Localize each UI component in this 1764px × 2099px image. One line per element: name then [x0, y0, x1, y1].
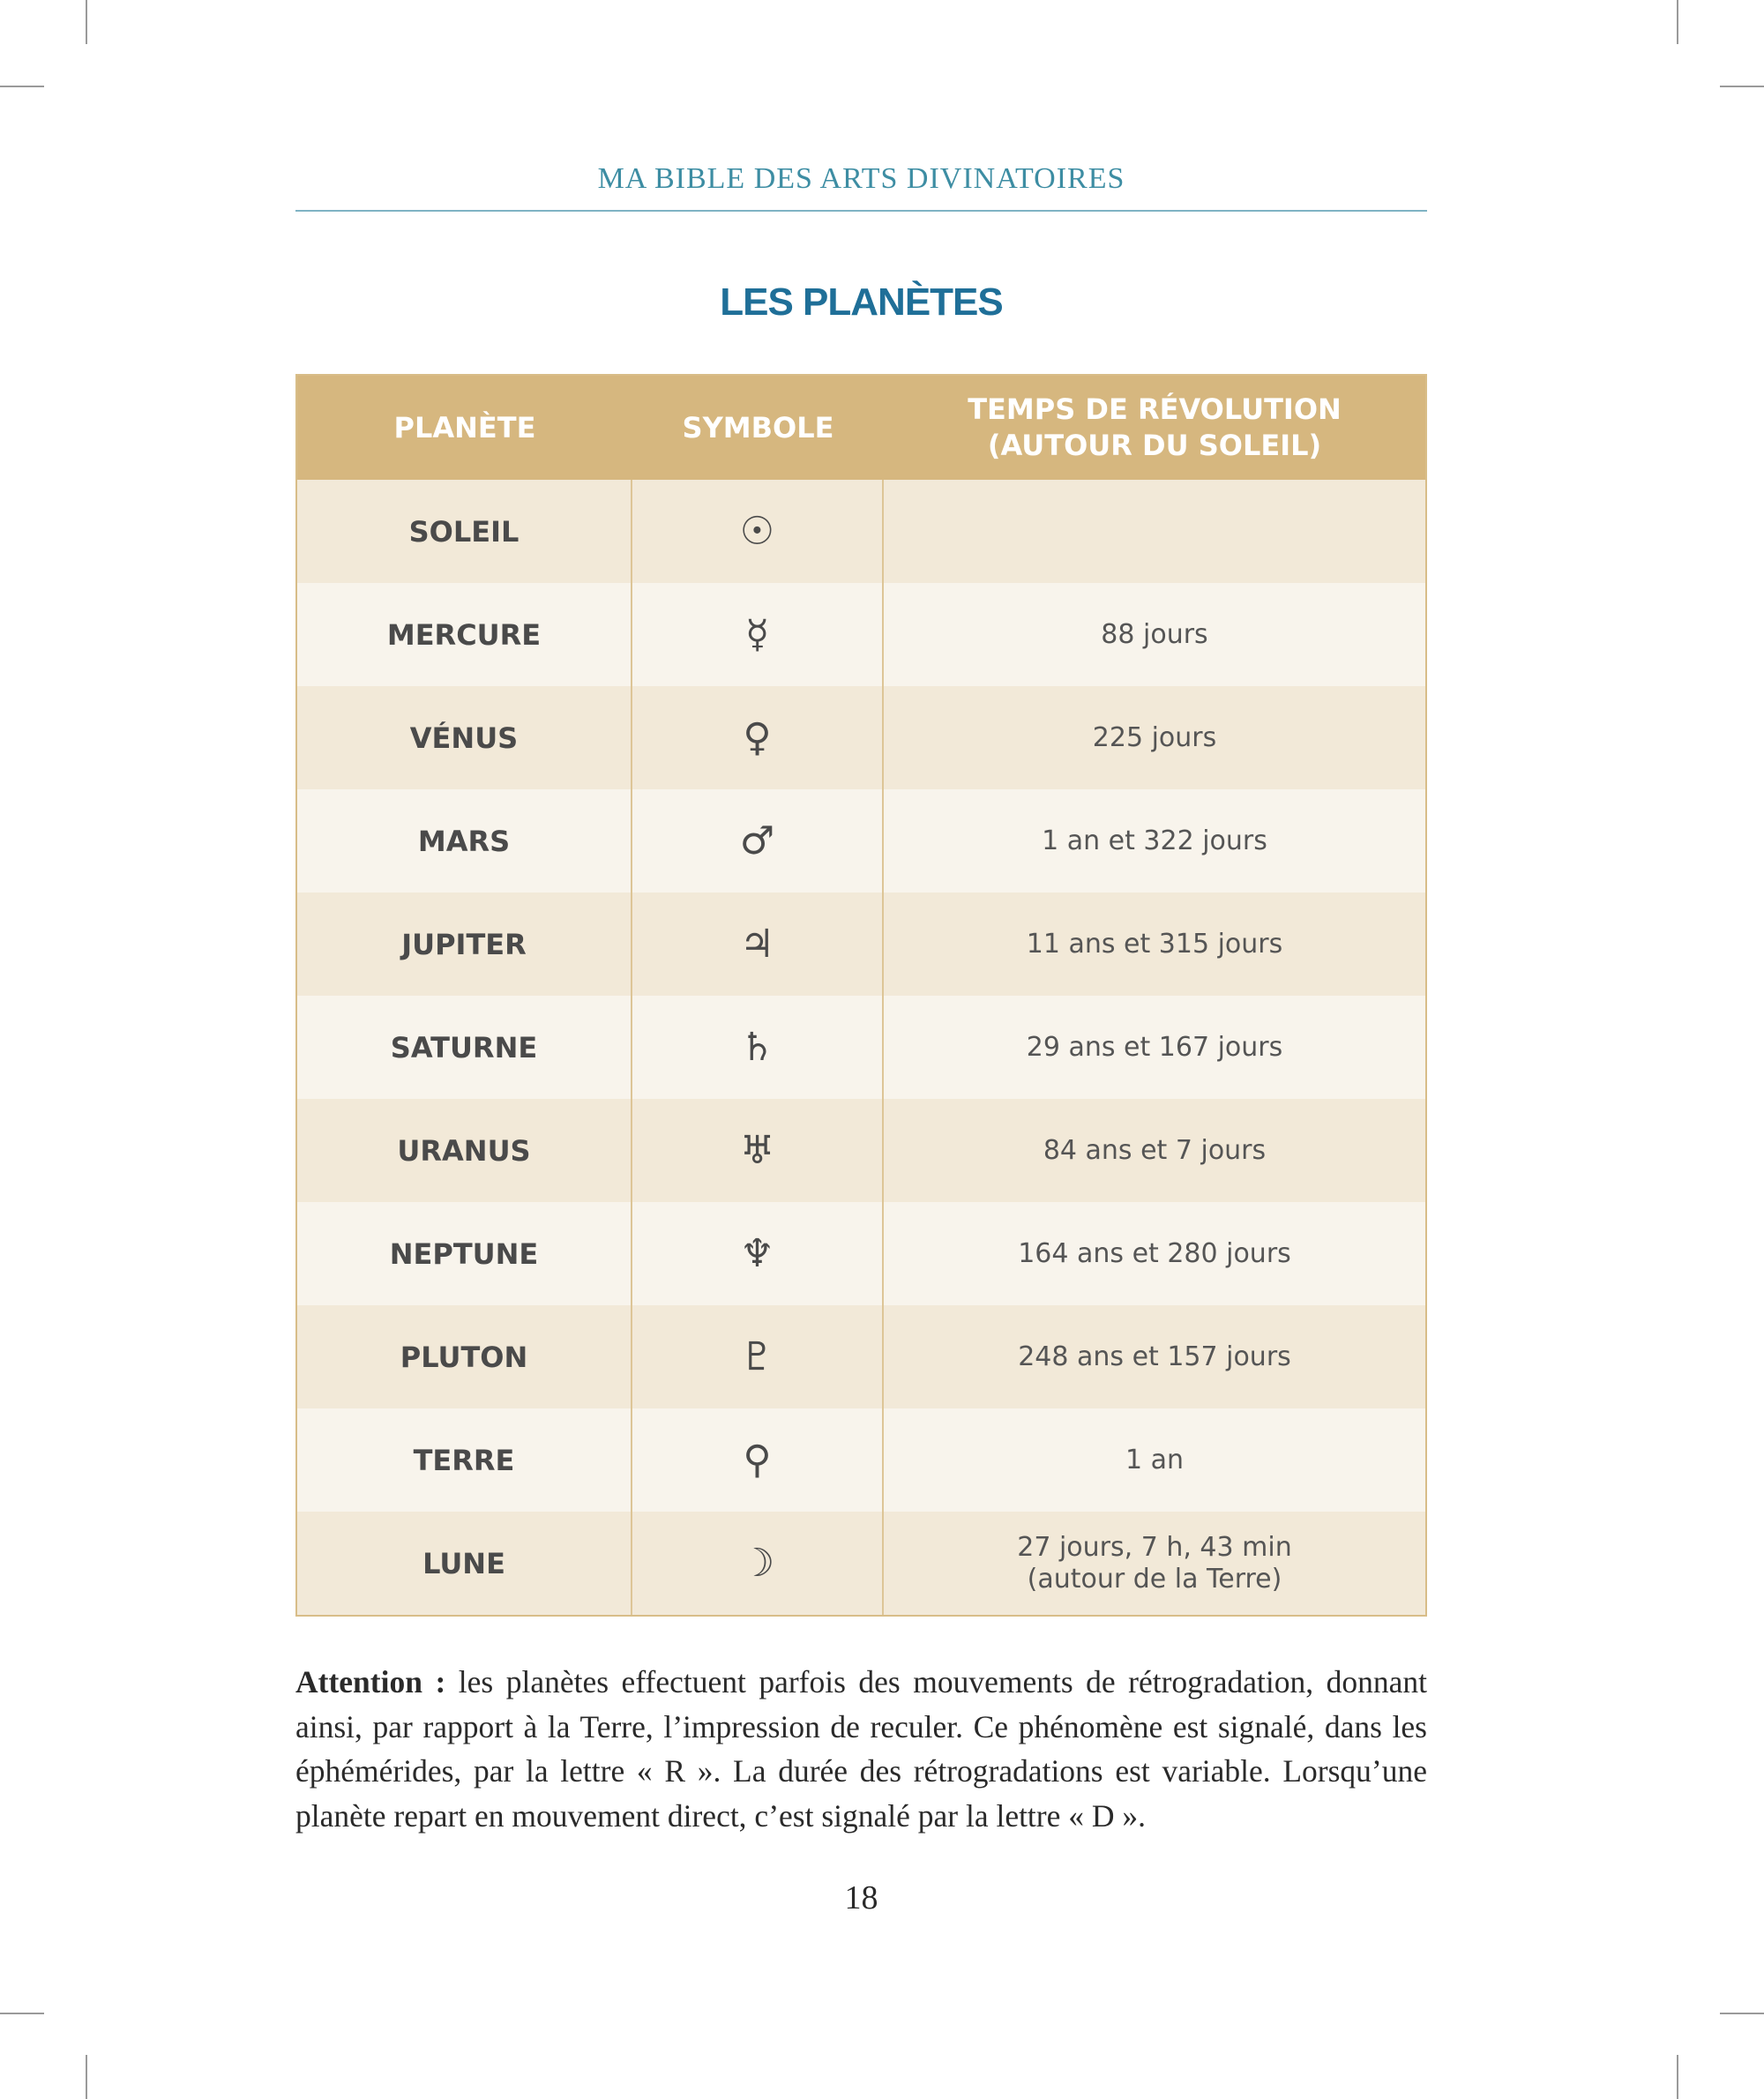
planet-name: URANUS	[297, 1099, 632, 1202]
note-lead: Attention :	[295, 1664, 446, 1699]
planet-symbol-cell	[632, 1512, 884, 1615]
planet-name: MERCURE	[297, 583, 632, 686]
table-row	[297, 789, 1425, 893]
table-row	[297, 583, 1425, 686]
planet-symbol-cell	[632, 686, 884, 789]
revolution-time: 11 ans et 315 jours	[1026, 928, 1283, 960]
planet-symbol-cell	[632, 1202, 884, 1305]
planet-name: SATURNE	[297, 996, 632, 1099]
table-row	[297, 893, 1425, 996]
revolution-time: 164 ans et 280 jours	[1018, 1237, 1291, 1269]
revolution-time: 27 jours, 7 h, 43 min (autour de la Terre)	[1017, 1531, 1292, 1595]
planet-symbol-cell	[632, 1099, 884, 1202]
header-planet: PLANÈTE	[393, 410, 536, 444]
revolution-time: 248 ans et 157 jours	[1018, 1341, 1291, 1372]
crop-mark	[1677, 2055, 1678, 2099]
revolution-time	[884, 480, 1425, 583]
planet-symbol-cell	[632, 1408, 884, 1512]
planet-name: LUNE	[297, 1512, 632, 1615]
crop-mark	[86, 2055, 87, 2099]
running-head: MA BIBLE DES ARTS DIVINATOIRES	[597, 162, 1125, 195]
revolution-time: 84 ans et 7 jours	[1043, 1134, 1267, 1166]
section-title: LES PLANÈTES	[720, 280, 1003, 324]
mars-symbol-icon: ♂	[739, 818, 775, 863]
crop-mark	[0, 86, 44, 87]
planet-symbol-cell	[632, 1305, 884, 1408]
crop-mark	[1677, 0, 1678, 44]
planet-name: MARS	[297, 789, 632, 893]
table-row	[297, 1305, 1425, 1408]
revolution-time: 225 jours	[1092, 721, 1217, 753]
planet-name: SOLEIL	[297, 480, 632, 583]
planet-name: NEPTUNE	[297, 1202, 632, 1305]
crop-mark	[86, 0, 87, 44]
header-rule	[295, 210, 1427, 212]
table-body	[297, 480, 1425, 1615]
header-revolution: TEMPS DE RÉVOLUTION (AUTOUR DU SOLEIL)	[968, 392, 1342, 462]
planet-symbol-cell	[632, 996, 884, 1099]
planet-name: VÉNUS	[297, 686, 632, 789]
table-row	[297, 996, 1425, 1099]
uranus-symbol-icon: ♅	[739, 1128, 775, 1173]
page-number: 18	[844, 1879, 878, 1916]
planet-symbol-cell	[632, 893, 884, 996]
table-row	[297, 1408, 1425, 1512]
jupiter-symbol-icon: ♃	[739, 922, 775, 967]
saturn-symbol-icon: ♄	[739, 1025, 775, 1070]
neptune-symbol-icon: ♆	[739, 1231, 775, 1276]
earth-symbol-icon: ⚲	[743, 1438, 772, 1483]
planet-symbol-cell	[632, 789, 884, 893]
table-row	[297, 1512, 1425, 1615]
note-text: les planètes effectuent parfois des mouvements de rétrogradation, donnant ainsi, par rapport à la Terre, l’impression de reculer. Ce phénomène est signalé, dans les éphémérides, par la lettre « R ». La durée des rétrogradations est variable. Lorsqu’une planète repart en mouvement direct, c’est signalé par la lettre « D ».	[295, 1664, 1427, 1834]
revolution-time: 1 an et 322 jours	[1042, 825, 1267, 856]
planets-table	[295, 374, 1427, 1617]
crop-mark	[1720, 86, 1764, 87]
table-row	[297, 686, 1425, 789]
revolution-time: 88 jours	[1101, 618, 1208, 650]
crop-mark	[0, 2013, 44, 2014]
pluto-symbol-icon: ♇	[739, 1334, 775, 1379]
venus-symbol-icon: ♀	[743, 715, 772, 760]
attention-note	[295, 1660, 1427, 1838]
mercury-symbol-icon: ☿	[744, 612, 769, 657]
moon-symbol-icon: ☽	[739, 1541, 775, 1586]
crop-mark	[1720, 2013, 1764, 2014]
planet-symbol-cell	[632, 480, 884, 583]
revolution-time: 29 ans et 167 jours	[1026, 1031, 1283, 1063]
table-row	[297, 1202, 1425, 1305]
table-row	[297, 1099, 1425, 1202]
planet-symbol-cell	[632, 583, 884, 686]
revolution-time: 1 an	[1125, 1444, 1185, 1475]
table-header	[297, 376, 1425, 480]
planet-name: JUPITER	[297, 893, 632, 996]
table-row	[297, 480, 1425, 583]
header-symbol: SYMBOLE	[682, 410, 834, 444]
planet-name: TERRE	[297, 1408, 632, 1512]
sun-symbol-icon: ☉	[739, 509, 775, 554]
planet-name: PLUTON	[297, 1305, 632, 1408]
